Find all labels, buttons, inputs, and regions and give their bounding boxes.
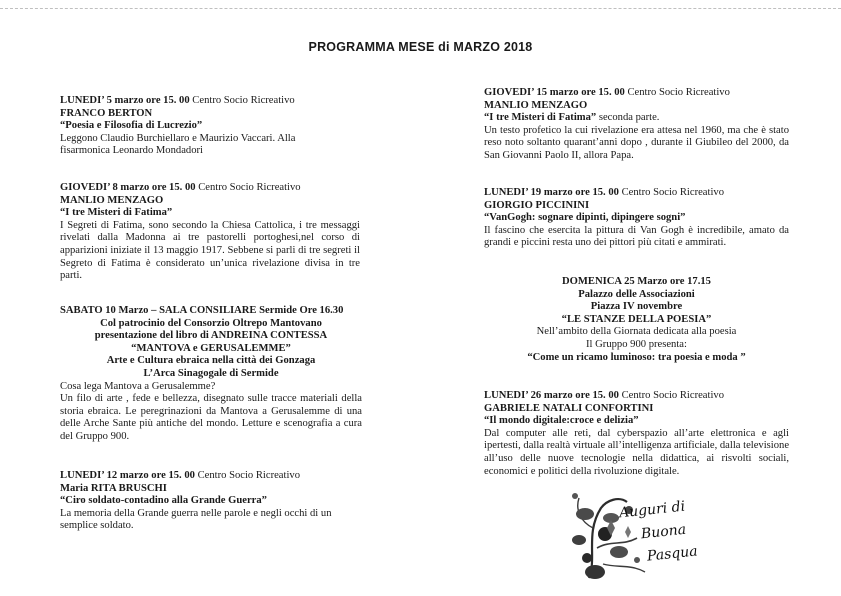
event-speaker: MANLIO MENZAGO — [484, 99, 588, 111]
event-venue: Centro Socio Ricreativo — [618, 390, 724, 401]
event-date: GIOVEDI’ 8 marzo ore 15. 00 — [60, 182, 196, 193]
page-title: PROGRAMMA MESE di MARZO 2018 — [308, 40, 533, 54]
event-march-12 — [60, 470, 360, 533]
event-march-25 — [484, 276, 789, 364]
event-date: LUNEDI’ 12 marzo ore 15. 00 — [60, 470, 195, 481]
event-speaker: FRANCO BERTON — [60, 107, 153, 119]
event-subtitle: Arte e Cultura ebraica nella città dei Gonzaga — [106, 355, 316, 367]
event-description: Un testo profetico la cui rivelazione era attesa nel 1960, ma che è stato reso noto soltanto quarant’anni dopo , durante il Giubileo del 2000, da San Giovanni Paolo II, allora Papa. — [484, 124, 789, 161]
event-description: Leggono Claudio Burchiellaro e Maurizio Vaccari. Alla — [60, 132, 296, 144]
event-presenter: Il Gruppo 900 presenta: — [586, 338, 687, 350]
event-context: Nell’ambito della Giornata dedicata alla poesia — [536, 326, 737, 338]
event-book-presentation: presentazione del libro di ANDREINA CONTESSA — [94, 330, 328, 342]
event-address: Piazza IV novembre — [590, 301, 683, 313]
event-header: DOMENICA 25 Marzo ore 17.15 — [562, 276, 711, 287]
event-date: LUNEDI’ 5 marzo ore 15. 00 — [60, 95, 190, 106]
event-talk-title: “I tre Misteri di Fatima” — [60, 207, 173, 219]
event-header — [484, 390, 789, 403]
event-date: LUNEDI’ 19 marzo ore 15. 00 — [484, 187, 619, 198]
event-date: GIOVEDI’ 15 marzo ore 15. 00 — [484, 87, 625, 98]
event-venue: Palazzo delle Associazioni — [578, 288, 695, 300]
event-talk-suffix: seconda parte. — [596, 112, 660, 124]
greeting-line-3: Pasqua — [646, 543, 699, 565]
event-venue: Centro Socio Ricreativo — [618, 187, 724, 198]
event-talk-title: “Come un ricamo luminoso: tra poesia e moda ” — [527, 351, 746, 363]
event-talk-title: “Ciro soldato-contadino alla Grande Guerra” — [60, 495, 267, 507]
event-march-15 — [484, 87, 789, 163]
event-date: LUNEDI’ 26 marzo ore 15. 00 — [484, 390, 619, 401]
event-speaker: GIORGIO PICCININI — [484, 199, 590, 211]
event-description: I Segreti di Fatima, sono secondo la Chiesa Cattolica, i tre messaggi rivelati dalla Madonna ai tre pastorelli portoghesi,nel corso di apparizioni iniziate il 13 maggio 1917. Sebbene si parli di tre segreti il Segreto di Fatima è considerato un’unica rivelazione divisa in tre parti. — [60, 219, 360, 282]
event-header — [484, 187, 789, 200]
event-description: La memoria della Grande guerra nelle parole e negli occhi di un — [60, 507, 332, 519]
event-venue: Centro Socio Ricreativo — [195, 182, 301, 193]
event-patronage: Col patrocinio del Consorzio Oltrepo Mantovano — [100, 317, 322, 329]
event-talk-title: “Poesia e Filosofia di Lucrezio” — [60, 120, 203, 132]
event-speaker: MANLIO MENZAGO — [60, 194, 164, 206]
event-header — [60, 470, 360, 483]
event-book-title: “MANTOVA e GERUSALEMME” — [131, 342, 291, 354]
event-venue: Centro Socio Ricreativo — [194, 470, 300, 481]
event-speaker: Maria RITA BRUSCHI — [60, 482, 167, 494]
event-speaker: GABRIELE NATALI CONFORTINI — [484, 402, 654, 414]
event-march-10 — [60, 305, 362, 444]
event-subtitle-2: L’Arca Sinagogale di Sermide — [143, 367, 279, 379]
event-march-26 — [484, 390, 789, 478]
event-description-cont: fisarmonica Leonardo Mondadori — [60, 145, 203, 157]
event-header: SABATO 10 Marzo – SALA CONSILIARE Sermide Ore 16.30 — [60, 305, 344, 316]
event-header — [60, 95, 360, 108]
event-description: Un filo di arte , fede e bellezza, disegnato sulle tracce materiali della storia ebraica. Le peregrinazioni da Mantova a Gerusalemme di una delle Arche Sante più antiche del mondo. Letture e scenografia a cura del Gruppo 900. — [60, 393, 362, 442]
event-talk-title: “I tre Misteri di Fatima” — [484, 112, 597, 124]
event-title: “LE STANZE DELLA POESIA” — [561, 313, 712, 325]
event-header — [484, 87, 789, 100]
event-talk-title: “Il mondo digitale:croce e delizia” — [484, 415, 639, 427]
event-venue: Centro Socio Ricreativo — [624, 87, 730, 98]
event-description: Dal computer alle reti, dal cyberspazio all’arte elettronica e agli ipertesti, dalla realtà virtuale all’intelligenza artificiale, dalla televisione all’uso delle nuove tecnologie nella didattica, ai risvolti sociali, economici e politici della rivoluzione digitale. — [484, 427, 790, 477]
greeting-line-1: Auguri di — [618, 498, 686, 522]
greeting-line-2: Buona — [640, 521, 687, 543]
event-march-19 — [484, 187, 789, 250]
event-description: Il fascino che esercita la pittura di Van Gogh è incredibile, amato da grandi e piccini resta uno dei pittori più citati e ammirati. — [484, 224, 789, 249]
event-venue: Centro Socio Ricreativo — [189, 95, 295, 106]
easter-greeting-card — [567, 488, 705, 584]
event-question: Cosa lega Mantova a Gerusalemme? — [60, 380, 216, 392]
event-header — [60, 182, 360, 195]
top-border-line — [0, 8, 841, 9]
event-march-5 — [60, 95, 360, 158]
event-march-8 — [60, 182, 360, 283]
event-talk-title: “VanGogh: sognare dipinti, dipingere sogni” — [484, 212, 686, 224]
event-description-cont: semplice soldato. — [60, 520, 134, 532]
event-talk — [484, 112, 789, 125]
